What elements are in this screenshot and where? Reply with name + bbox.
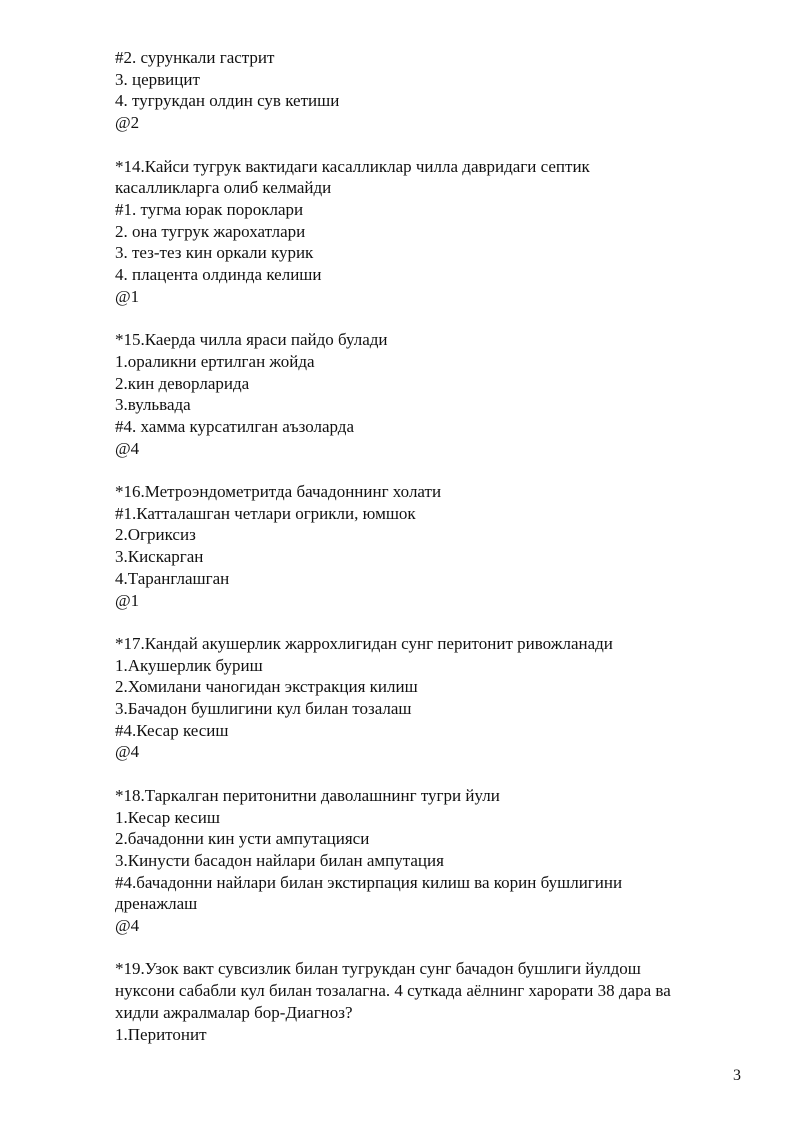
question-title: *18.Таркалган перитонитни даволашнинг тугри йули xyxy=(115,785,500,805)
option-line: 4. плацента олдинда келиши xyxy=(115,265,322,285)
option-line: 2. она тугрук жарохатлари xyxy=(115,221,306,241)
option-line: 3.Кинусти басадон найлари билан ампутация xyxy=(115,850,444,870)
question-15 xyxy=(115,329,715,459)
option-line: 3.Кискарган xyxy=(115,547,204,567)
option-line: 3.вульвада xyxy=(115,395,191,415)
option-line: 1.Перитонит xyxy=(115,1024,207,1044)
spacer xyxy=(115,611,715,633)
question-title: хидли ажралмалар бор-Диагноз? xyxy=(115,1002,353,1022)
spacer xyxy=(115,307,715,329)
answer-key: @1 xyxy=(115,590,140,610)
option-line: 2.бачадонни кин усти ампутацияси xyxy=(115,829,370,849)
option-line: 2.Хомилани чаногидан экстракция килиш xyxy=(115,677,418,697)
option-line: #4.Кесар кесиш xyxy=(115,720,229,740)
option-line: #4.бачадонни найлари билан экстирпация килиш ва корин бушлигини xyxy=(115,872,623,892)
question-17 xyxy=(115,633,715,763)
spacer xyxy=(115,763,715,785)
option-line: 3.Бачадон бушлигини кул билан тозалаш xyxy=(115,699,412,719)
option-line: #4. хамма курсатилган аъзоларда xyxy=(115,416,354,436)
option-line: 4.Таранглашган xyxy=(115,568,230,588)
question-19 xyxy=(115,958,715,1045)
question-13-continuation xyxy=(115,47,715,134)
option-line: 1.Кесар кесиш xyxy=(115,807,220,827)
question-title: *19.Узок вакт сувсизлик билан тугрукдан сунг бачадон бушлиги йулдош xyxy=(115,959,641,979)
answer-key: @1 xyxy=(115,286,140,306)
option-line: #1.Катталашган четлари огрикли, юмшок xyxy=(115,503,416,523)
question-title: *14.Кайси тугрук вактидаги касалликлар чилла давридаги септик xyxy=(115,156,590,176)
document-page xyxy=(115,47,715,1045)
spacer xyxy=(115,459,715,481)
question-18 xyxy=(115,785,715,937)
option-line: #2. сурункали гастрит xyxy=(115,48,275,67)
spacer xyxy=(115,134,715,156)
option-line: 1.Акушерлик буриш xyxy=(115,655,263,675)
question-16 xyxy=(115,481,715,611)
option-line: 2.кин деворларида xyxy=(115,373,250,393)
option-line: 4. тугрукдан олдин сув кетиши xyxy=(115,91,340,111)
answer-key: @4 xyxy=(115,916,140,936)
spacer xyxy=(115,937,715,959)
question-14 xyxy=(115,156,715,308)
question-title: *15.Каерда чилла яраси пайдо булади xyxy=(115,330,388,350)
option-line: 3. цервицит xyxy=(115,69,200,89)
option-line: #1. тугма юрак пороклари xyxy=(115,199,304,219)
answer-key: @4 xyxy=(115,438,140,458)
question-title: нуксони сабабли кул билан тозалагна. 4 суткада аёлнинг харорати 38 дара ва xyxy=(115,981,671,1001)
question-title: *17.Кандай акушерлик жаррохлигидан сунг перитонит ривожланади xyxy=(115,633,613,653)
option-line: 1.ораликни ертилган жойда xyxy=(115,351,315,371)
option-line: 2.Огриксиз xyxy=(115,525,196,545)
answer-key: @4 xyxy=(115,742,140,762)
answer-key: @2 xyxy=(115,113,140,133)
page-number: 3 xyxy=(733,1067,741,1084)
question-title: *16.Метроэндометритда бачадоннинг холати xyxy=(115,482,442,502)
option-line: дренажлаш xyxy=(115,894,198,914)
question-title: касалликларга олиб келмайди xyxy=(115,178,332,198)
option-line: 3. тез-тез кин оркали курик xyxy=(115,243,314,263)
